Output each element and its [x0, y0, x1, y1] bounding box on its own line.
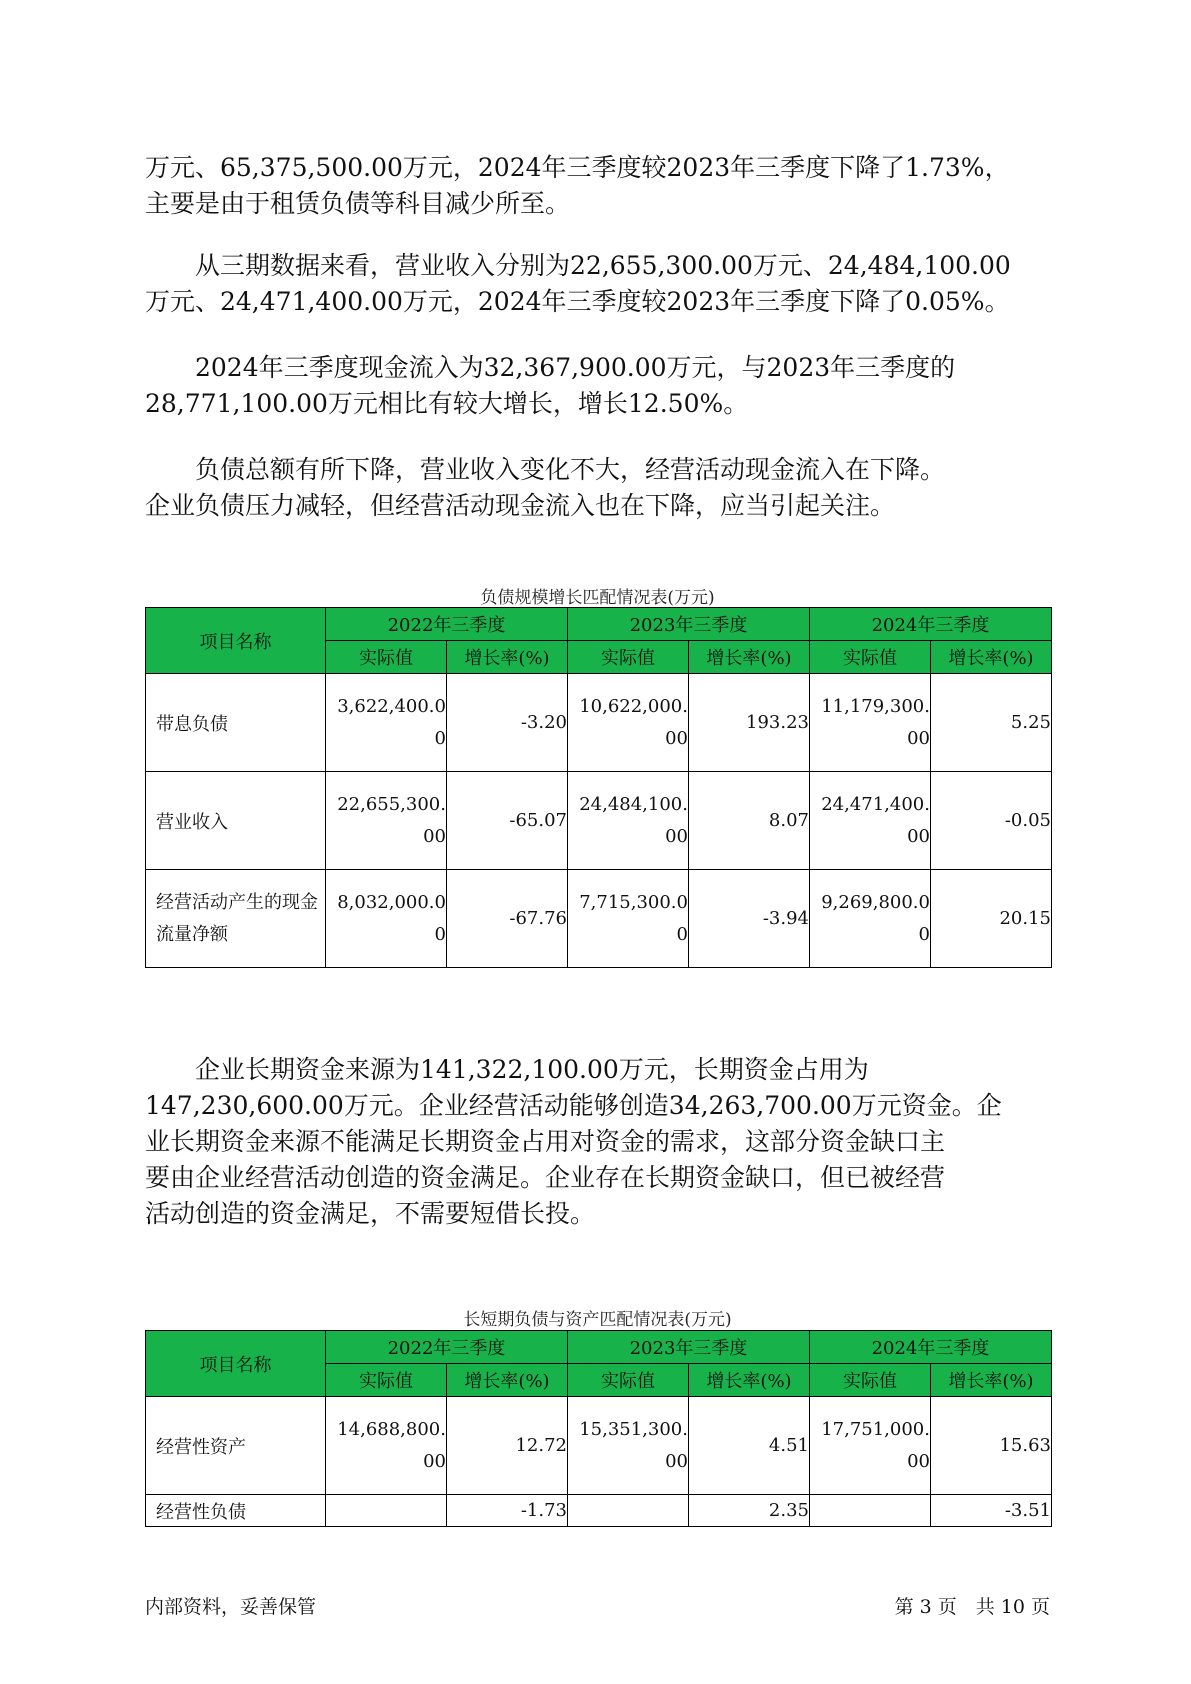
liability-scale-table: [145, 607, 1052, 968]
cell-rate: -65.07: [447, 772, 568, 870]
cell-rate: 8.07: [689, 772, 810, 870]
cell-rate: -3.20: [447, 674, 568, 772]
cell-rate: 2.35: [689, 1495, 810, 1527]
header-period-2023: 2023年三季度: [568, 1331, 810, 1364]
row-name: 带息负债: [146, 674, 326, 772]
cell-rate: -3.94: [689, 870, 810, 968]
header-actual: 实际值: [568, 1364, 689, 1397]
cell-actual: 14,688,800.00: [326, 1397, 447, 1495]
cell-rate: 5.25: [931, 674, 1052, 772]
cell-actual: 22,655,300.00: [326, 772, 447, 870]
paragraph-long-term-funds: [145, 1052, 1050, 1232]
header-actual: 实际值: [326, 1364, 447, 1397]
text-line: 147,230,600.00万元。企业经营活动能够创造34,263,700.00万元资金。企: [145, 1091, 1002, 1120]
header-rate: 增长率(%): [931, 641, 1052, 674]
table-row: [146, 674, 1052, 772]
header-rate: 增长率(%): [931, 1364, 1052, 1397]
cell-actual: 11,179,300.00: [810, 674, 931, 772]
cell-actual: 24,471,400.00: [810, 772, 931, 870]
row-name: 经营性资产: [146, 1397, 326, 1495]
paragraph-liability-change: [145, 150, 1050, 222]
header-actual: 实际值: [810, 1364, 931, 1397]
paragraph-cash-inflow: [145, 350, 1050, 422]
text-line: 28,771,100.00万元相比有较大增长，增长12.50%。: [145, 389, 749, 418]
header-rate: 增长率(%): [447, 641, 568, 674]
cell-actual: 15,351,300.00: [568, 1397, 689, 1495]
cell-rate: 20.15: [931, 870, 1052, 968]
header-period-2024: 2024年三季度: [810, 608, 1052, 641]
text-line: 负债总额有所下降，营业收入变化不大，经营活动现金流入在下降。: [145, 455, 946, 484]
text-line: 主要是由于租赁负债等科目减少所至。: [145, 189, 571, 218]
table-row: [146, 870, 1052, 968]
row-name: 营业收入: [146, 772, 326, 870]
header-actual: 实际值: [568, 641, 689, 674]
header-period-2022: 2022年三季度: [326, 608, 568, 641]
text-line: 业长期资金来源不能满足长期资金占用对资金的需求，这部分资金缺口主: [145, 1127, 946, 1156]
text-line: 要由企业经营活动创造的资金满足。企业存在长期资金缺口，但已被经营: [145, 1163, 946, 1192]
cell-rate: 193.23: [689, 674, 810, 772]
table-row: [146, 1397, 1052, 1495]
cell-rate: -0.05: [931, 772, 1052, 870]
paragraph-summary: [145, 452, 1050, 524]
cell-actual: [810, 1495, 931, 1527]
cell-actual: 24,484,100.00: [568, 772, 689, 870]
row-name: 经营活动产生的现金流量净额: [146, 870, 326, 968]
header-actual: 实际值: [326, 641, 447, 674]
table-row: [146, 1495, 1052, 1527]
cell-rate: 12.72: [447, 1397, 568, 1495]
text-line: 企业负债压力减轻，但经营活动现金流入也在下降，应当引起关注。: [145, 491, 896, 520]
cell-actual: 17,751,000.00: [810, 1397, 931, 1495]
header-item-name: 项目名称: [146, 608, 326, 674]
cell-rate: 4.51: [689, 1397, 810, 1495]
cell-actual: 8,032,000.00: [326, 870, 447, 968]
cell-actual: 10,622,000.00: [568, 674, 689, 772]
text-line: 活动创造的资金满足，不需要短借长投。: [145, 1199, 596, 1228]
cell-actual: [568, 1495, 689, 1527]
long-short-term-table: [145, 1330, 1052, 1527]
cell-rate: -1.73: [447, 1495, 568, 1527]
text-line: 企业长期资金来源为141,322,100.00万元，长期资金占用为: [145, 1055, 869, 1084]
row-name: 经营性负债: [146, 1495, 326, 1527]
cell-actual: [326, 1495, 447, 1527]
text-line: 万元、24,471,400.00万元，2024年三季度较2023年三季度下降了0.05%。: [145, 287, 1010, 316]
header-period-2022: 2022年三季度: [326, 1331, 568, 1364]
table-row: [146, 772, 1052, 870]
paragraph-revenue: [145, 248, 1050, 320]
header-item-name: 项目名称: [146, 1331, 326, 1397]
footer-confidential-note: 内部资料，妥善保管: [145, 1596, 317, 1618]
cell-actual: 9,269,800.00: [810, 870, 931, 968]
header-rate: 增长率(%): [689, 1364, 810, 1397]
cell-rate: -67.76: [447, 870, 568, 968]
text-line: 万元、65,375,500.00万元，2024年三季度较2023年三季度下降了1.73%，: [145, 153, 1010, 182]
header-rate: 增长率(%): [447, 1364, 568, 1397]
cell-actual: 7,715,300.00: [568, 870, 689, 968]
cell-rate: -3.51: [931, 1495, 1052, 1527]
table2-caption: 长短期负债与资产匹配情况表(万元): [463, 1310, 732, 1330]
header-period-2024: 2024年三季度: [810, 1331, 1052, 1364]
table1-caption: 负债规模增长匹配情况表(万元): [480, 588, 715, 608]
header-actual: 实际值: [810, 641, 931, 674]
header-rate: 增长率(%): [689, 641, 810, 674]
header-period-2023: 2023年三季度: [568, 608, 810, 641]
cell-actual: 3,622,400.00: [326, 674, 447, 772]
text-line: 2024年三季度现金流入为32,367,900.00万元，与2023年三季度的: [145, 353, 956, 382]
footer-page-number: 第 3 页 共 10 页: [894, 1596, 1050, 1618]
text-line: 从三期数据来看，营业收入分别为22,655,300.00万元、24,484,100.00: [145, 251, 1011, 280]
cell-rate: 15.63: [931, 1397, 1052, 1495]
